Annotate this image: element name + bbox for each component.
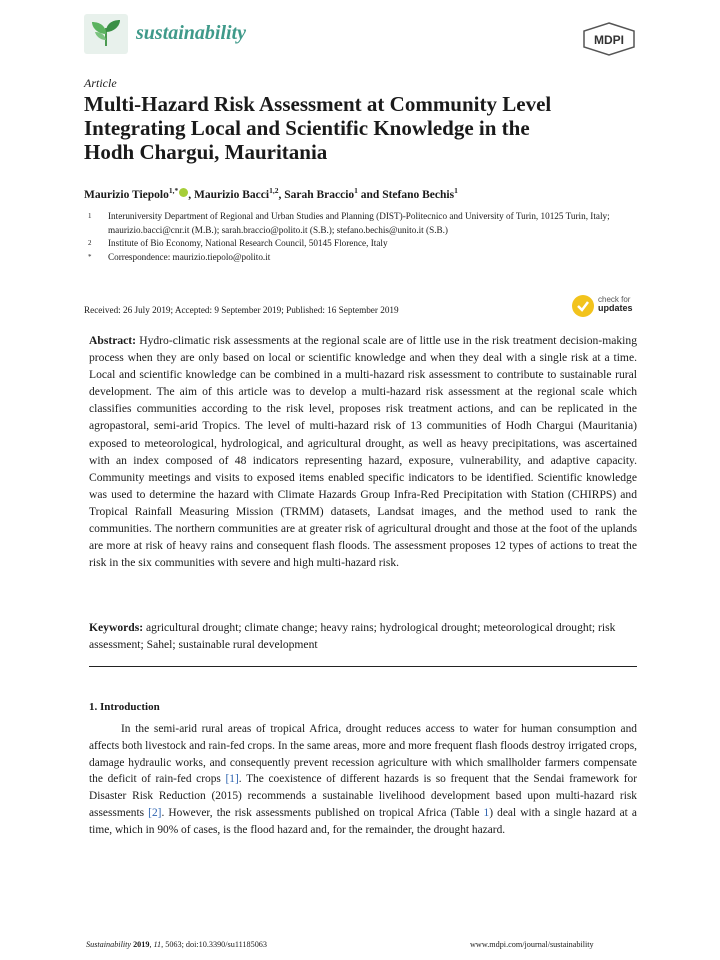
author-separator: , (278, 188, 285, 201)
introduction-paragraph (89, 721, 637, 839)
keywords-text: agricultural drought; climate change; heavy rains; hydrological drought; meteorological drought; risk assessment; Sahel; sustainable rural development (89, 621, 616, 652)
section-heading: 1. Introduction (89, 701, 160, 713)
paragraph-text: . The coexistence of different hazards is so frequent that the Sendai framework for Disaster Risk Reduction (2015) recommends a sustainable livelihood development based upon multi-hazard risk assessments (89, 773, 637, 819)
author-affiliation-marker: 1 (354, 186, 358, 195)
affiliation-marker: * (88, 252, 92, 261)
check-for-updates-button[interactable] (572, 292, 642, 320)
affiliation-marker: 2 (88, 239, 92, 248)
citation-link[interactable]: [2] (148, 806, 162, 819)
footer-volume: 11 (153, 940, 162, 949)
check-updates-label (598, 295, 633, 313)
check-updates-line: updates (598, 303, 633, 313)
correspondence-text: Correspondence: maurizio.tiepolo@polito.it (108, 251, 271, 262)
author-name[interactable]: Sarah Braccio (284, 188, 355, 201)
affiliation-text: Institute of Bio Economy, National Research Council, 50145 Florence, Italy (108, 238, 388, 249)
article-type: Article (84, 76, 117, 90)
affiliation-marker: 1 (88, 212, 92, 220)
keywords-label: Keywords: (89, 621, 144, 634)
publication-dates: Received: 26 July 2019; Accepted: 9 September 2019; Published: 16 September 2019 (84, 305, 399, 315)
journal-logo[interactable] (84, 14, 128, 54)
paper-title (84, 92, 644, 164)
affiliation-item (88, 210, 648, 237)
check-updates-line: check for (598, 295, 631, 304)
paragraph-text: . However, the risk assessments published on tropical Africa (Table (161, 806, 484, 819)
author-affiliation-marker: 1 (454, 186, 458, 195)
footer-year: 2019 (133, 940, 150, 949)
paragraph-text: In the semi-arid rural areas of tropical Africa, drought reduces access to water for human consumption and affects both livestock and rain-fed crops. In the same areas, more and more frequent flash floods destroy irrigated crops, damage hydraulic works, and consequently prevent recession agriculture with which smallholder farmers compensate the deficit of rain-fed crops (89, 723, 637, 786)
keywords (89, 619, 637, 653)
mdpi-logo-text: MDPI (594, 33, 624, 47)
author-separator: , (188, 188, 194, 201)
abstract-text: Hydro-climatic risk assessments at the regional scale are of little use in the risk treatment decision-making process when they are only based on local or scientific knowledge and when they deal with a single risk at a time. Local and scientific knowledge can be combined in a multi-hazard risk assessment to contribute to sustainable rural development. The aim of this article was to develop a multi-hazard risk assessment at the regional scale which classifies communities according to the risk level, proposes risk treatment actions, and can be replicated in the agropastoral, semi-arid Tropics. The level of multi-hazard risk of 13 communities of Hodh Chargui (Mauritania) exposed to meteorological, hydrological, and agricultural drought, as well as heavy precipitations, was ascertained with an index composed of 48 indicators representing hazard, exposure, vulnerability, and adaptive capacity. Community meetings and visits to exposed items enabled specific indicators to be identified. Scientific knowledge was used to determine the hazard with Climate Hazards Group Infra-Red Precipitation with Station (CHIRPS) and Tropical Rainfall Measuring Mission (TRMM) datasets, Landsat images, and the method used to rank the communities. The northern communities are at greater risk of agricultural drought and those at the foot of the uplands are more at risk of heavy rains and consequent flash floods. The assessment proposes 12 types of actions to treat the risk in the six communities with severe and high multi-hazard risk. (89, 334, 637, 570)
mdpi-hexagon-icon (582, 22, 636, 56)
abstract-label: Abstract: (89, 334, 137, 347)
footer-journal: Sustainability (86, 940, 132, 949)
footer-doi[interactable]: , 5063; doi:10.3390/su11185063 (161, 940, 267, 949)
footer-journal-url[interactable]: www.mdpi.com/journal/sustainability (470, 940, 594, 949)
author-list (84, 186, 458, 201)
section-divider (89, 666, 637, 667)
author-separator: and (357, 188, 383, 201)
orcid-icon[interactable] (179, 188, 188, 197)
mdpi-logo[interactable] (582, 22, 636, 56)
affiliation-item (88, 237, 648, 251)
affiliation-list (88, 210, 648, 264)
leaf-icon (84, 14, 128, 54)
check-updates-icon (572, 295, 594, 317)
author-affiliation-marker: 1,2 (269, 186, 279, 195)
author-name[interactable]: Stefano Bechis (382, 188, 455, 201)
author-affiliation-marker: 1,* (168, 186, 179, 195)
author-name[interactable]: Maurizio Bacci (194, 188, 270, 201)
paragraph-text: ) deal with a single hazard at a time, which in 90% of cases, is the flood hazard and, for the remainder, the drought hazard. (89, 806, 637, 836)
title-line: Hodh Chargui, Mauritania (84, 140, 328, 164)
footer-citation: Sustainability 2019, 11, 5063; doi:10.3390/su11185063 (86, 940, 267, 949)
author-name[interactable]: Maurizio Tiepolo (84, 188, 169, 201)
title-line: Integrating Local and Scientific Knowledge in the (84, 116, 530, 140)
table-reference-link[interactable]: 1 (483, 806, 490, 819)
abstract (89, 332, 637, 571)
journal-name[interactable]: sustainability (136, 22, 247, 44)
title-line: Multi-Hazard Risk Assessment at Community Level (84, 92, 552, 116)
citation-link[interactable]: [1] (225, 773, 239, 786)
affiliation-text: Interuniversity Department of Regional and Urban Studies and Planning (DIST)-Politecnico and University of Turin, 10125 Turin, Italy; maurizio.bacci@cnr.it (M.B.); sarah.braccio@polito.it (S.B.); stefano.bechis@unito.it (S.B.) (108, 211, 610, 235)
affiliation-item (88, 251, 648, 265)
